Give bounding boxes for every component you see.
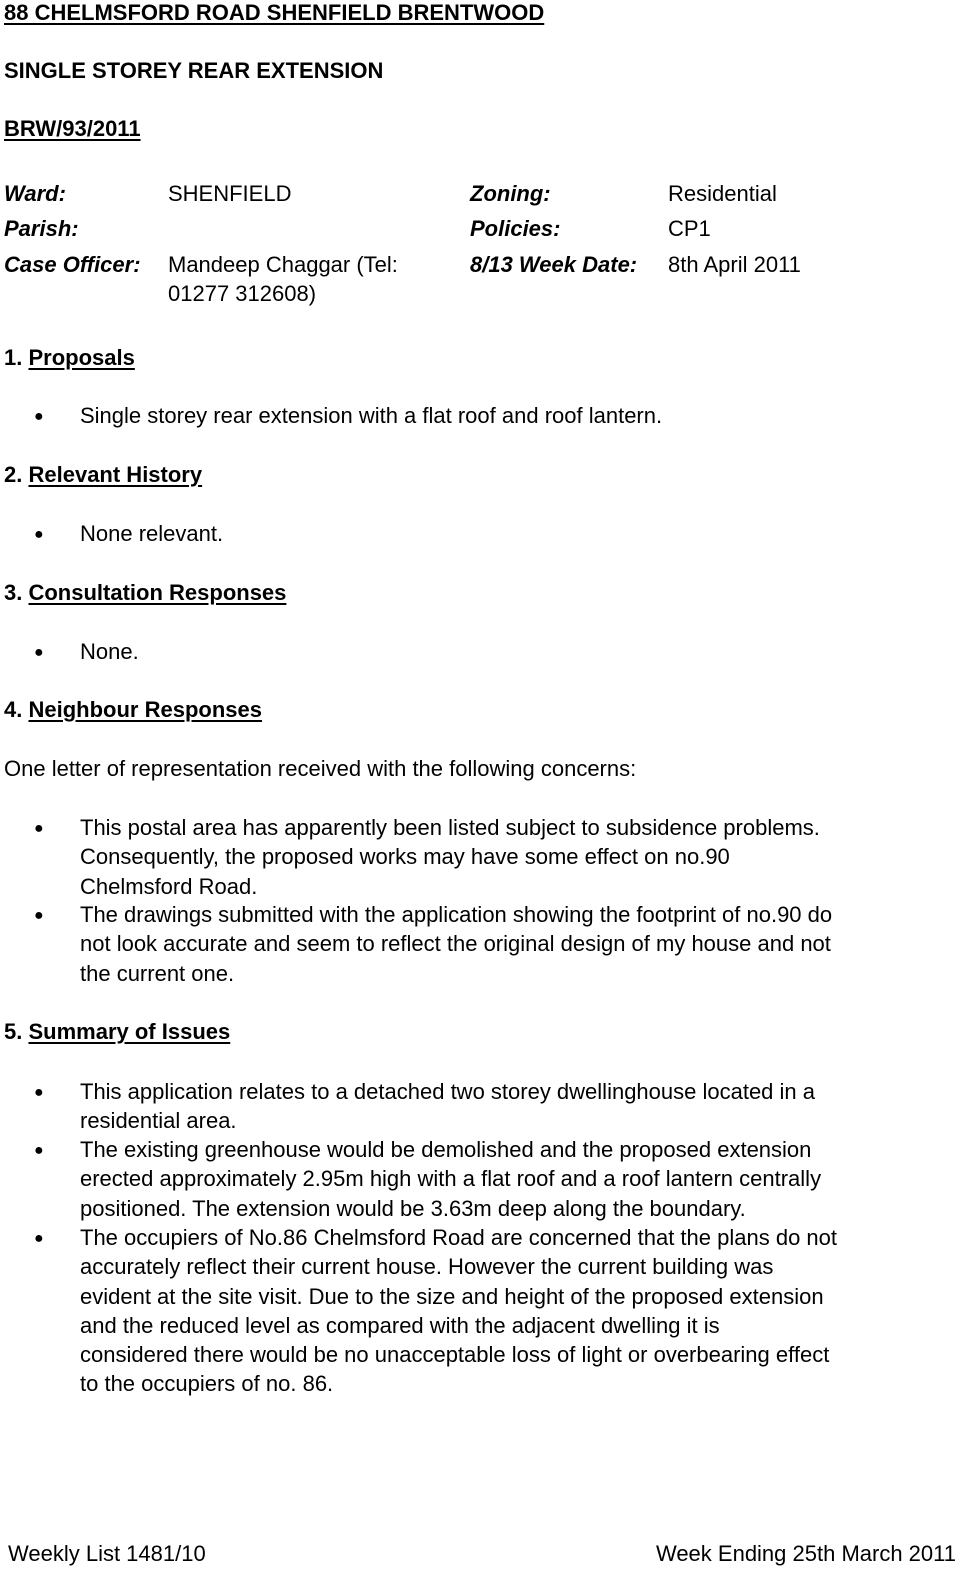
bullet-icon: ● [34,820,44,837]
neighbour-concern: This postal area has apparently been listed subject to subsidence problems. Consequently, the proposed works may have some effect on no.90 Chelmsford Road. [80,815,820,899]
footer-weekly-list: Weekly List 1481/10 [8,1541,206,1566]
bullet-icon: ● [34,526,44,543]
reference-number: BRW/93/2011 [4,116,141,141]
section-number: 3. [4,580,23,605]
section-number: 2. [4,462,23,487]
bullet-icon: ● [34,408,44,425]
summary-item: This application relates to a detached two storey dwellinghouse located in a residential area. [80,1079,816,1134]
neighbour-intro: One letter of representation received with the following concerns: [4,756,637,781]
neighbour-concern: The drawings submitted with the application showing the footprint of no.90 do not look accurate and seem to reflect the original design of my house and not the current one. [80,902,833,986]
section-title: Proposals [28,345,135,370]
case-officer-value: Mandeep Chaggar (Tel: 01277 312608) [168,252,398,306]
consultation-item: None. [80,639,139,664]
section-number: 5. [4,1019,23,1044]
section-title: Consultation Responses [28,580,287,605]
ward-value: SHENFIELD [168,181,292,206]
section-number: 1. [4,345,23,370]
policies-value: CP1 [668,216,711,241]
bullet-icon: ● [34,1142,44,1159]
history-item: None relevant. [80,521,224,546]
section-title: Relevant History [28,462,203,487]
section-title: Neighbour Responses [28,697,262,722]
section-4-heading [4,699,262,721]
summary-item: The occupiers of No.86 Chelmsford Road are concerned that the plans do not accurately reflect their current house. However the current building was evident at the site visit. Due to the size and height of the proposed extension and the reduced level as compared with the adjacent dwelling it is considered there would be no unacceptable loss of light or overbearing effect to the occupiers of no. 86. [80,1225,838,1397]
parish-label: Parish: [4,216,79,241]
proposal-item: Single storey rear extension with a flat roof and roof lantern. [80,403,663,428]
section-2-heading [4,464,202,486]
section-1-heading [4,347,135,369]
summary-item: The existing greenhouse would be demolished and the proposed extension erected approximately 2.95m high with a flat roof and a roof lantern centrally positioned. The extension would be 3.63m deep along the boundary. [80,1137,822,1221]
zoning-value: Residential [668,181,777,206]
week-date-label: 8/13 Week Date: [470,252,638,277]
section-5-heading [4,1021,230,1043]
bullet-icon: ● [34,1084,44,1101]
week-date-value: 8th April 2011 [668,252,801,277]
section-3-heading [4,582,286,604]
document-address: 88 CHELMSFORD ROAD SHENFIELD BRENTWOOD [4,0,545,25]
bullet-icon: ● [34,644,44,661]
section-number: 4. [4,697,23,722]
bullet-icon: ● [34,907,44,924]
bullet-icon: ● [34,1230,44,1247]
policies-label: Policies: [470,216,561,241]
section-title: Summary of Issues [28,1019,231,1044]
document-title: SINGLE STOREY REAR EXTENSION [4,58,384,83]
footer-week-ending: Week Ending 25th March 2011 [655,1541,956,1566]
ward-label: Ward: [4,181,66,206]
case-officer-label: Case Officer: [4,252,141,277]
zoning-label: Zoning: [470,181,551,206]
